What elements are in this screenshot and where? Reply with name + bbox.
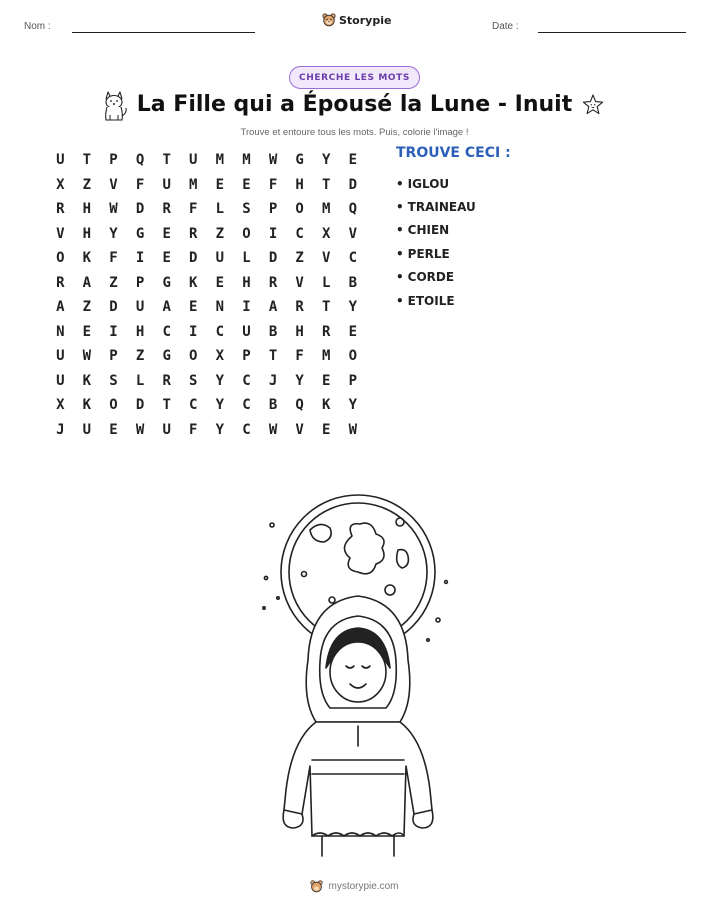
grid-row <box>47 295 366 320</box>
grid-letter[interactable]: U <box>189 152 198 169</box>
grid-letter[interactable]: R <box>162 201 171 218</box>
grid-letter[interactable]: M <box>215 152 225 169</box>
grid-letter[interactable]: E <box>215 274 225 291</box>
page-title: La Fille qui a Épousé la Lune - Inuit <box>136 92 573 117</box>
grid-letter[interactable]: W <box>135 421 145 438</box>
grid-letter[interactable]: V <box>348 225 358 242</box>
grid-row <box>47 393 366 418</box>
grid-letter[interactable]: N <box>215 299 225 316</box>
grid-letter[interactable]: I <box>268 225 278 242</box>
grid-letter[interactable]: G <box>295 152 304 169</box>
grid-letter[interactable]: D <box>268 250 278 267</box>
footer <box>0 880 709 893</box>
bullet: • <box>396 200 404 215</box>
grid-letter[interactable]: G <box>162 348 171 365</box>
grid-row <box>47 173 366 198</box>
grid-letter[interactable]: R <box>189 225 198 242</box>
grid-letter[interactable]: W <box>268 152 278 169</box>
word-list-item <box>396 219 476 242</box>
grid-letter[interactable]: S <box>189 372 198 389</box>
grid-row <box>47 369 366 394</box>
grid-letter[interactable]: V <box>322 250 331 267</box>
grid-letter[interactable]: H <box>242 274 251 291</box>
grid-letter[interactable]: Y <box>348 397 358 414</box>
grid-letter[interactable]: M <box>189 176 198 193</box>
grid-letter[interactable]: C <box>348 250 358 267</box>
grid-letter[interactable]: A <box>162 299 171 316</box>
grid-letter[interactable]: D <box>189 250 198 267</box>
grid-letter[interactable]: U <box>242 323 251 340</box>
activity-badge-text: CHERCHE LES MOTS <box>299 72 410 83</box>
grid-letter[interactable]: R <box>56 274 65 291</box>
grid-letter[interactable]: C <box>295 225 304 242</box>
brand-logo <box>322 13 391 27</box>
name-line <box>72 32 255 33</box>
grid-letter[interactable]: U <box>162 421 171 438</box>
grid-letter[interactable]: T <box>268 348 278 365</box>
word-list-item <box>396 242 476 265</box>
grid-row <box>47 418 366 443</box>
grid-letter[interactable]: A <box>82 274 92 291</box>
grid-letter[interactable]: S <box>109 372 118 389</box>
instructions: Trouve et entoure tous les mots. Puis, colorie l'image ! <box>240 127 469 138</box>
storypie-bear-icon <box>322 13 336 27</box>
grid-letter[interactable]: Z <box>82 299 92 316</box>
grid-letter[interactable]: K <box>189 274 198 291</box>
grid-letter[interactable]: Q <box>295 397 304 414</box>
grid-letter[interactable]: H <box>135 323 145 340</box>
word-list-item <box>396 289 476 312</box>
grid-letter[interactable]: U <box>162 176 171 193</box>
bullet: • <box>396 246 404 261</box>
grid-letter[interactable]: P <box>135 274 145 291</box>
grid-letter[interactable]: Y <box>215 372 225 389</box>
grid-letter[interactable]: J <box>268 372 278 389</box>
grid-letter[interactable]: P <box>109 348 118 365</box>
brand-name: Storypie <box>339 13 392 27</box>
grid-letter[interactable]: U <box>82 421 92 438</box>
grid-letter[interactable]: O <box>295 201 304 218</box>
word-list-item <box>396 195 476 218</box>
grid-letter[interactable]: W <box>109 201 118 218</box>
grid-letter[interactable]: G <box>162 274 171 291</box>
grid-letter[interactable]: L <box>322 274 331 291</box>
grid-letter[interactable]: Z <box>215 225 225 242</box>
grid-letter[interactable]: Z <box>82 176 92 193</box>
grid-letter[interactable]: F <box>189 201 198 218</box>
grid-letter[interactable]: Z <box>135 348 145 365</box>
grid-letter[interactable]: O <box>56 250 65 267</box>
grid-letter[interactable]: D <box>109 299 118 316</box>
grid-letter[interactable]: H <box>295 323 304 340</box>
grid-letter[interactable]: D <box>135 397 145 414</box>
grid-letter[interactable]: U <box>135 299 145 316</box>
grid-row <box>47 246 366 271</box>
grid-letter[interactable]: F <box>268 176 278 193</box>
grid-letter[interactable]: T <box>322 176 331 193</box>
grid-letter[interactable]: X <box>322 225 331 242</box>
date-label: Date : <box>492 21 519 32</box>
grid-letter[interactable]: R <box>162 372 171 389</box>
grid-letter[interactable]: Y <box>295 372 304 389</box>
grid-letter[interactable]: K <box>82 250 92 267</box>
grid-letter[interactable]: Z <box>109 274 118 291</box>
grid-letter[interactable]: T <box>162 397 171 414</box>
grid-letter[interactable]: G <box>135 225 145 242</box>
grid-letter[interactable]: C <box>242 421 251 438</box>
name-label: Nom : <box>24 21 51 32</box>
grid-letter[interactable]: E <box>82 323 92 340</box>
grid-letter[interactable]: N <box>56 323 65 340</box>
grid-letter[interactable]: E <box>348 152 358 169</box>
grid-letter[interactable]: F <box>189 421 198 438</box>
grid-letter[interactable]: H <box>295 176 304 193</box>
word-to-find: CORDE <box>407 270 455 285</box>
grid-letter[interactable]: Y <box>322 152 331 169</box>
grid-row <box>47 197 366 222</box>
word-to-find: ETOILE <box>407 293 455 308</box>
grid-row <box>47 148 366 173</box>
grid-letter[interactable]: M <box>322 201 331 218</box>
grid-letter[interactable]: U <box>56 348 65 365</box>
grid-letter[interactable]: E <box>348 323 358 340</box>
star-icon <box>581 93 605 117</box>
word-to-find: PERLE <box>407 246 450 261</box>
grid-letter[interactable]: O <box>348 348 358 365</box>
grid-letter[interactable]: E <box>189 299 198 316</box>
word-list <box>396 172 476 312</box>
grid-letter[interactable]: K <box>82 397 92 414</box>
grid-letter[interactable]: R <box>56 201 65 218</box>
grid-letter[interactable]: C <box>242 397 251 414</box>
grid-letter[interactable]: C <box>242 372 251 389</box>
grid-letter[interactable]: H <box>82 225 92 242</box>
grid-letter[interactable]: E <box>162 250 171 267</box>
grid-letter[interactable]: L <box>215 201 225 218</box>
word-to-find: CHIEN <box>407 223 450 238</box>
grid-letter[interactable]: E <box>322 421 331 438</box>
grid-letter[interactable]: X <box>56 397 65 414</box>
grid-letter[interactable]: T <box>322 299 331 316</box>
grid-letter[interactable]: V <box>56 225 65 242</box>
grid-letter[interactable]: F <box>135 176 145 193</box>
grid-letter[interactable]: O <box>242 225 251 242</box>
grid-letter[interactable]: T <box>162 152 171 169</box>
grid-letter[interactable]: W <box>348 421 358 438</box>
grid-letter[interactable]: Q <box>135 152 145 169</box>
grid-letter[interactable]: C <box>162 323 171 340</box>
grid-letter[interactable]: P <box>348 372 358 389</box>
grid-letter[interactable]: T <box>82 152 92 169</box>
grid-letter[interactable]: B <box>268 397 278 414</box>
grid-letter[interactable]: O <box>189 348 198 365</box>
bullet: • <box>396 293 404 308</box>
grid-letter[interactable]: M <box>242 152 251 169</box>
grid-letter[interactable]: V <box>295 421 304 438</box>
grid-letter[interactable]: U <box>56 372 65 389</box>
grid-letter[interactable]: I <box>109 323 118 340</box>
grid-letter[interactable]: I <box>242 299 251 316</box>
grid-letter[interactable]: V <box>295 274 304 291</box>
grid-letter[interactable]: K <box>82 372 92 389</box>
grid-letter[interactable]: S <box>242 201 251 218</box>
girl-with-moon-illustration <box>250 490 460 860</box>
activity-badge <box>289 66 420 89</box>
grid-row <box>47 344 366 369</box>
word-list-title: TROUVE CECI : <box>396 145 511 161</box>
grid-letter[interactable]: P <box>268 201 278 218</box>
grid-letter[interactable]: R <box>268 274 278 291</box>
word-to-find: IGLOU <box>407 176 450 191</box>
grid-letter[interactable]: E <box>109 421 118 438</box>
grid-letter[interactable]: X <box>56 176 65 193</box>
grid-letter[interactable]: Y <box>348 299 358 316</box>
grid-letter[interactable]: O <box>109 397 118 414</box>
grid-letter[interactable]: D <box>135 201 145 218</box>
grid-letter[interactable]: Q <box>348 201 358 218</box>
grid-letter[interactable]: I <box>135 250 145 267</box>
grid-letter[interactable]: U <box>56 152 65 169</box>
grid-letter[interactable]: H <box>82 201 92 218</box>
grid-letter[interactable]: P <box>242 348 251 365</box>
grid-letter[interactable]: Y <box>109 225 118 242</box>
grid-letter[interactable]: I <box>189 323 198 340</box>
grid-letter[interactable]: L <box>242 250 251 267</box>
grid-letter[interactable]: D <box>348 176 358 193</box>
grid-letter[interactable]: F <box>109 250 118 267</box>
footer-site: mystorypie.com <box>328 881 399 892</box>
grid-letter[interactable]: E <box>162 225 171 242</box>
grid-letter[interactable]: E <box>215 176 225 193</box>
word-list-item <box>396 266 476 289</box>
word-to-find: TRAINEAU <box>407 200 476 215</box>
grid-letter[interactable]: W <box>268 421 278 438</box>
grid-letter[interactable]: A <box>56 299 65 316</box>
grid-letter[interactable]: Z <box>295 250 304 267</box>
grid-row <box>47 320 366 345</box>
grid-letter[interactable]: P <box>109 152 118 169</box>
grid-letter[interactable]: R <box>322 323 331 340</box>
grid-letter[interactable]: E <box>242 176 251 193</box>
bullet: • <box>396 270 404 285</box>
storypie-bear-icon <box>310 880 323 893</box>
grid-row <box>47 222 366 247</box>
grid-letter[interactable]: Y <box>215 421 225 438</box>
grid-letter[interactable]: X <box>215 348 225 365</box>
grid-letter[interactable]: K <box>322 397 331 414</box>
grid-letter[interactable]: B <box>348 274 358 291</box>
grid-letter[interactable]: V <box>109 176 118 193</box>
grid-letter[interactable]: M <box>322 348 331 365</box>
grid-letter[interactable]: C <box>189 397 198 414</box>
grid-row <box>47 271 366 296</box>
date-line <box>538 32 686 33</box>
grid-letter[interactable]: A <box>268 299 278 316</box>
grid-letter[interactable]: U <box>215 250 225 267</box>
grid-letter[interactable]: L <box>135 372 145 389</box>
grid-letter[interactable]: Y <box>215 397 225 414</box>
bullet: • <box>396 176 404 191</box>
grid-letter[interactable]: J <box>56 421 65 438</box>
grid-letter[interactable]: B <box>268 323 278 340</box>
grid-letter[interactable]: F <box>295 348 304 365</box>
grid-letter[interactable]: E <box>322 372 331 389</box>
grid-letter[interactable]: R <box>295 299 304 316</box>
word-list-item <box>396 172 476 195</box>
word-search-grid <box>47 148 366 442</box>
grid-letter[interactable]: C <box>215 323 225 340</box>
bullet: • <box>396 223 404 238</box>
grid-letter[interactable]: W <box>82 348 92 365</box>
